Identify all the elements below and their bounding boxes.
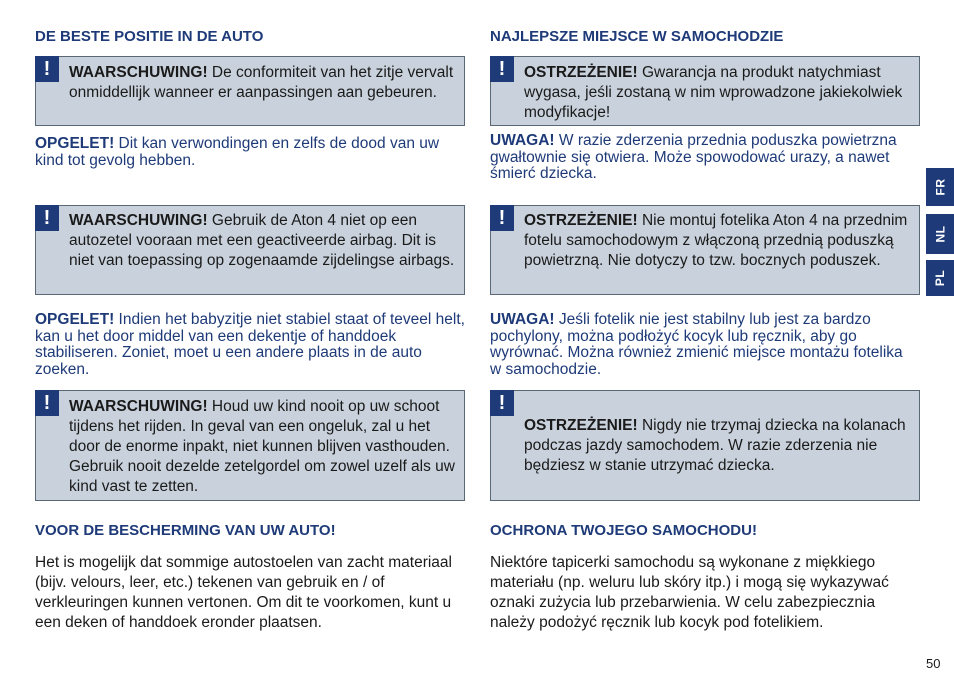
pl-warning-text-1: OSTRZEŻENIE! Gwarancja na produkt natychmiast wygasa, jeśli zostaną w nim wprowadzone jakiekolwiek modyfikacje!: [524, 64, 903, 121]
warning-icon: !: [35, 390, 59, 416]
nl-warning-box-3: [35, 390, 465, 501]
nl-note-2: OPGELET! Indien het babyzitje niet stabiel staat of teveel helt, kan u het door middel van een dekentje of handdoek stabiliseren. Zoniet, moet u een andere plaats in de auto zoeken.: [35, 311, 465, 378]
nl-section2-body: Het is mogelijk dat sommige autostoelen van zacht materiaal (bijv. velours, leer, etc.) tekenen van gebruik en / of verkleuringen kunnen vertonen. Om dit te voorkomen, kunt u een deken of handdoek eronder plaatsen.: [35, 554, 452, 631]
nl-warning-box-1: [35, 56, 465, 126]
warning-label: OSTRZEŻENIE!: [524, 64, 638, 81]
lang-tab-fr[interactable]: FR: [926, 168, 954, 206]
lang-tab-pl[interactable]: PL: [926, 260, 954, 296]
page-number: 50: [926, 656, 941, 671]
pl-warning-box-2: [490, 205, 920, 295]
warning-label: WAARSCHUWING!: [69, 212, 208, 229]
pl-warning-text-3: OSTRZEŻENIE! Nigdy nie trzymaj dziecka na kolanach podczas jazdy samochodem. W razie zderzenia nie będziesz w stanie utrzymać dziecka.: [524, 417, 906, 474]
pl-warning-box-3: [490, 390, 920, 501]
note-label: OPGELET!: [35, 311, 115, 328]
nl-warning-text-3: WAARSCHUWING! Houd uw kind nooit op uw schoot tijdens het rijden. In geval van een ongeluk, zal u het door de enorme inpakt, niet kunnen blijven vasthouden. Gebruik nooit dezelde zetelgordel om zowel uzelf als uw kind vast te zetten.: [69, 398, 455, 495]
warning-label: WAARSCHUWING!: [69, 398, 208, 415]
warning-label: WAARSCHUWING!: [69, 64, 208, 81]
pl-warning-box-1: [490, 56, 920, 126]
nl-note-1: OPGELET! Dit kan verwondingen en zelfs de dood van uw kind tot gevolg hebben.: [35, 135, 440, 169]
nl-section2-title: VOOR DE BESCHERMING VAN UW AUTO!: [35, 522, 336, 539]
nl-warning-text-2: WAARSCHUWING! Gebruik de Aton 4 niet op een autozetel vooraan met een geactiveerde airbag. Dit is niet van toepassing op zogenaamde zijdelingse airbags.: [69, 212, 455, 269]
pl-note-1: UWAGA! W razie zderzenia przednia poduszka powietrzna gwałtownie się otwiera. Może spowodować urazy, a nawet śmierć dziecka.: [490, 132, 897, 182]
lang-tab-nl[interactable]: NL: [926, 214, 954, 254]
warning-icon: !: [490, 56, 514, 82]
pl-section2-body: Niektóre tapicerki samochodu są wykonane z miękkiego materiału (np. weluru lub skóry itp.) i mogą się wykazywać oznaki zużycia lub przebarwienia. W celu zabezpiecznia należy podożyć ręcznik lub kocyk pod fotelikiem.: [490, 554, 889, 631]
warning-label: OSTRZEŻENIE!: [524, 417, 638, 434]
warning-icon: !: [490, 205, 514, 231]
warning-icon: !: [35, 205, 59, 231]
warning-icon: !: [35, 56, 59, 82]
note-label: UWAGA!: [490, 132, 555, 149]
note-label: UWAGA!: [490, 311, 555, 328]
pl-note-2: UWAGA! Jeśli fotelik nie jest stabilny lub jest za bardzo pochylony, można podłożyć kocyk lub ręcznik, aby go wyrównać. Można również zmienić miejsce montażu fotelika w samochodzie.: [490, 311, 903, 378]
warning-label: OSTRZEŻENIE!: [524, 212, 638, 229]
pl-warning-text-2: OSTRZEŻENIE! Nie montuj fotelika Aton 4 na przednim fotelu samochodowym z włączoną przednią poduszką powietrzną. Nie dotyczy to tzw. bocznych poduszek.: [524, 212, 908, 269]
pl-section2-title: OCHRONA TWOJEGO SAMOCHODU!: [490, 522, 757, 539]
pl-section-title: NAJLEPSZE MIEJSCE W SAMOCHODZIE: [490, 28, 784, 45]
nl-section-title: DE BESTE POSITIE IN DE AUTO: [35, 28, 264, 45]
warning-icon: !: [490, 390, 514, 416]
nl-warning-text-1: WAARSCHUWING! De conformiteit van het zitje vervalt onmiddellijk wanneer er aanpassingen aan gebeuren.: [69, 64, 454, 101]
note-label: OPGELET!: [35, 135, 115, 152]
nl-warning-box-2: [35, 205, 465, 295]
